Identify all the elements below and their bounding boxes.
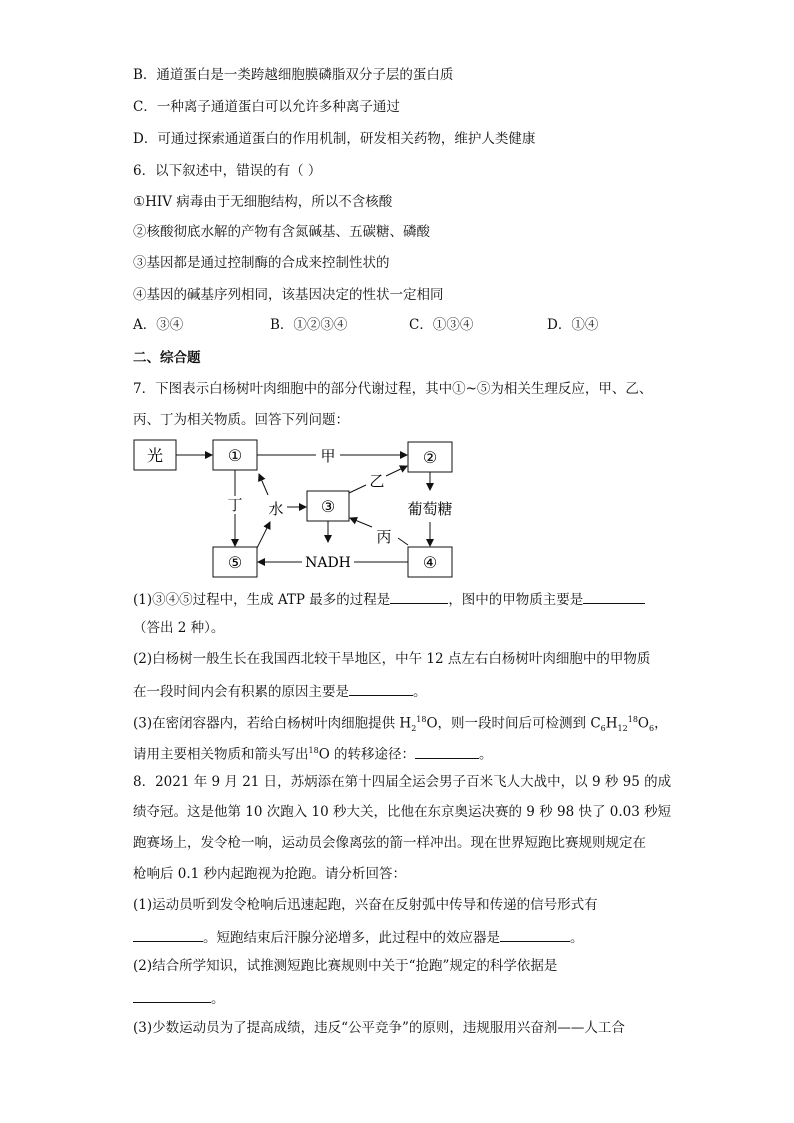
q8-part-2-end: 。	[211, 991, 225, 1007]
q6-options	[133, 316, 633, 334]
label-light: 光	[146, 446, 164, 465]
q7-part-3-line-1	[133, 711, 668, 738]
label-water: 水	[268, 500, 284, 518]
arrow-5-to-water	[257, 522, 270, 548]
q7-part-3-text: H	[605, 715, 618, 732]
label-3: ③	[320, 497, 336, 516]
label-jia: 甲	[320, 447, 336, 465]
q6-statement-1: ①HIV 病毒由于无细胞结构，所以不含核酸	[133, 194, 393, 210]
q7-part-3-text: O	[637, 715, 649, 732]
q7-part-1-line-2: （答出 2 种）。	[133, 620, 225, 636]
superscript: 18	[627, 715, 638, 724]
q8-part-1-text: 。短跑结束后汗腺分泌增多，此过程中的效应器是	[203, 930, 500, 946]
answer-blank[interactable]	[133, 988, 211, 1003]
label-1: ①	[227, 446, 243, 465]
superscript: 18	[416, 715, 427, 724]
label-nadh: NADH	[305, 555, 351, 571]
q7-part-3-text: O 的转移途径：	[318, 746, 416, 763]
q7-part-3-text: O，则一段时间后可检测到 C	[426, 715, 601, 732]
q7-stem-line-1: 7．下图表示白杨树叶肉细胞中的部分代谢过程，其中①~⑤为相关生理反应，甲、乙、	[133, 381, 653, 397]
label-glucose: 葡萄糖	[407, 500, 453, 518]
q7-part-1-text-b: ，图中的甲物质主要是	[448, 592, 584, 608]
q8-part-1-line-1: (1)运动员听到发令枪响后迅速起跑，兴奋在反射弧中传导和传递的信号形式有	[133, 897, 598, 913]
subscript: 12	[617, 724, 628, 734]
label-yi: 乙	[369, 472, 385, 490]
q5-option-c: C．一种离子通道蛋白可以允许多种离子通过	[133, 99, 400, 115]
q6-option-b: B．①②③④	[270, 317, 348, 333]
q7-part-3-line-2	[133, 742, 493, 764]
q5-option-b: B．通道蛋白是一类跨越细胞膜磷脂双分子层的蛋白质	[133, 67, 454, 83]
q8-part-1-line-2	[133, 927, 584, 947]
subscript: 2	[411, 724, 417, 734]
q7-part-3-text: 请用主要相关物质和箭头写出	[133, 746, 309, 763]
q6-statement-4: ④基因的碱基序列相同，该基因决定的性状一定相同	[133, 287, 444, 303]
arrow-3-to-2b	[386, 466, 407, 476]
q8-part-3-line-1: (3)少数运动员为了提高成绩，违反“公平竞争”的原则，违规服用兴奋剂——人工合	[133, 1020, 625, 1036]
q6-statement-3: ③基因都是通过控制酶的合成来控制性状的	[133, 255, 390, 271]
arrow-water-to-1	[259, 474, 268, 495]
q7-part-2-end: 。	[413, 684, 427, 700]
q5-option-d: D．可通过探索通道蛋白的作用机制，研发相关药物，维护人类健康	[133, 131, 536, 147]
subscript: 6	[649, 724, 655, 734]
label-4: ④	[422, 553, 438, 572]
q7-part-3-end: 。	[479, 746, 493, 763]
answer-blank[interactable]	[500, 927, 570, 942]
metabolism-diagram	[0, 430, 794, 590]
q6-stem: 6．以下叙述中，错误的有（ ）	[133, 163, 322, 179]
q6-option-a: A．③④	[133, 317, 184, 333]
arrow-4-to-3	[398, 538, 408, 545]
superscript: 18	[308, 746, 319, 755]
arrow-3-to-2	[349, 485, 366, 493]
q6-option-c: C．①③④	[409, 317, 474, 333]
q7-part-3-text: ，	[654, 715, 668, 732]
q8-part-2-line-2	[133, 988, 225, 1008]
q7-part-2-text: 在一段时间内会有积累的原因主要是	[133, 684, 349, 700]
q8-stem-line-2: 绩夺冠。这是他第 10 次跑入 10 秒大关，比他在东京奥运决赛的 9 秒 98 快了 0.03 秒短	[133, 804, 672, 820]
q8-part-2-line-1: (2)结合所学知识，试推测短跑比赛规则中关于“抢跑”规定的科学依据是	[133, 958, 558, 974]
subscript: 6	[600, 724, 606, 734]
label-ding: 丁	[227, 496, 243, 514]
q8-part-1-end: 。	[570, 930, 584, 946]
section-heading: 二、综合题	[133, 350, 201, 366]
label-bing: 丙	[376, 528, 392, 546]
q7-part-2-line-1: (2)白杨树一般生长在我国西北较干旱地区，中午 12 点左右白杨树叶肉细胞中的甲物质	[133, 651, 651, 667]
q8-stem-line-1: 8．2021 年 9 月 21 日，苏炳添在第十四届全运会男子百米飞人大战中，以 9 秒 95 的成	[133, 774, 672, 790]
q8-stem-line-4: 枪响后 0.1 秒内起跑视为抢跑。请分析回答：	[133, 866, 407, 882]
answer-blank[interactable]	[390, 589, 448, 604]
q6-option-d: D．①④	[547, 317, 599, 333]
q6-statement-2: ②核酸彻底水解的产物有含氮碱基、五碳糖、磷酸	[133, 224, 430, 240]
q7-part-1-text-a: (1)③④⑤过程中，生成 ATP 最多的过程是	[133, 592, 391, 608]
answer-blank[interactable]	[583, 589, 645, 604]
answer-blank[interactable]	[415, 744, 479, 759]
q7-part-3-text: (3)在密闭容器内，若给白杨树叶肉细胞提供 H	[133, 715, 412, 732]
answer-blank[interactable]	[133, 927, 203, 942]
q7-part-1-line-1	[133, 589, 645, 609]
label-2: ②	[422, 448, 438, 467]
arrow-4-to-3b	[350, 518, 372, 527]
q7-part-2-line-2	[133, 681, 427, 701]
q8-stem-line-3: 跑赛场上，发令枪一响，运动员会像离弦的箭一样冲出。现在世界短跑比赛规则规定在	[133, 835, 646, 851]
answer-blank[interactable]	[349, 681, 413, 696]
label-5: ⑤	[227, 553, 243, 572]
q7-stem-line-2: 丙、丁为相关物质。回答下列问题：	[133, 412, 349, 428]
